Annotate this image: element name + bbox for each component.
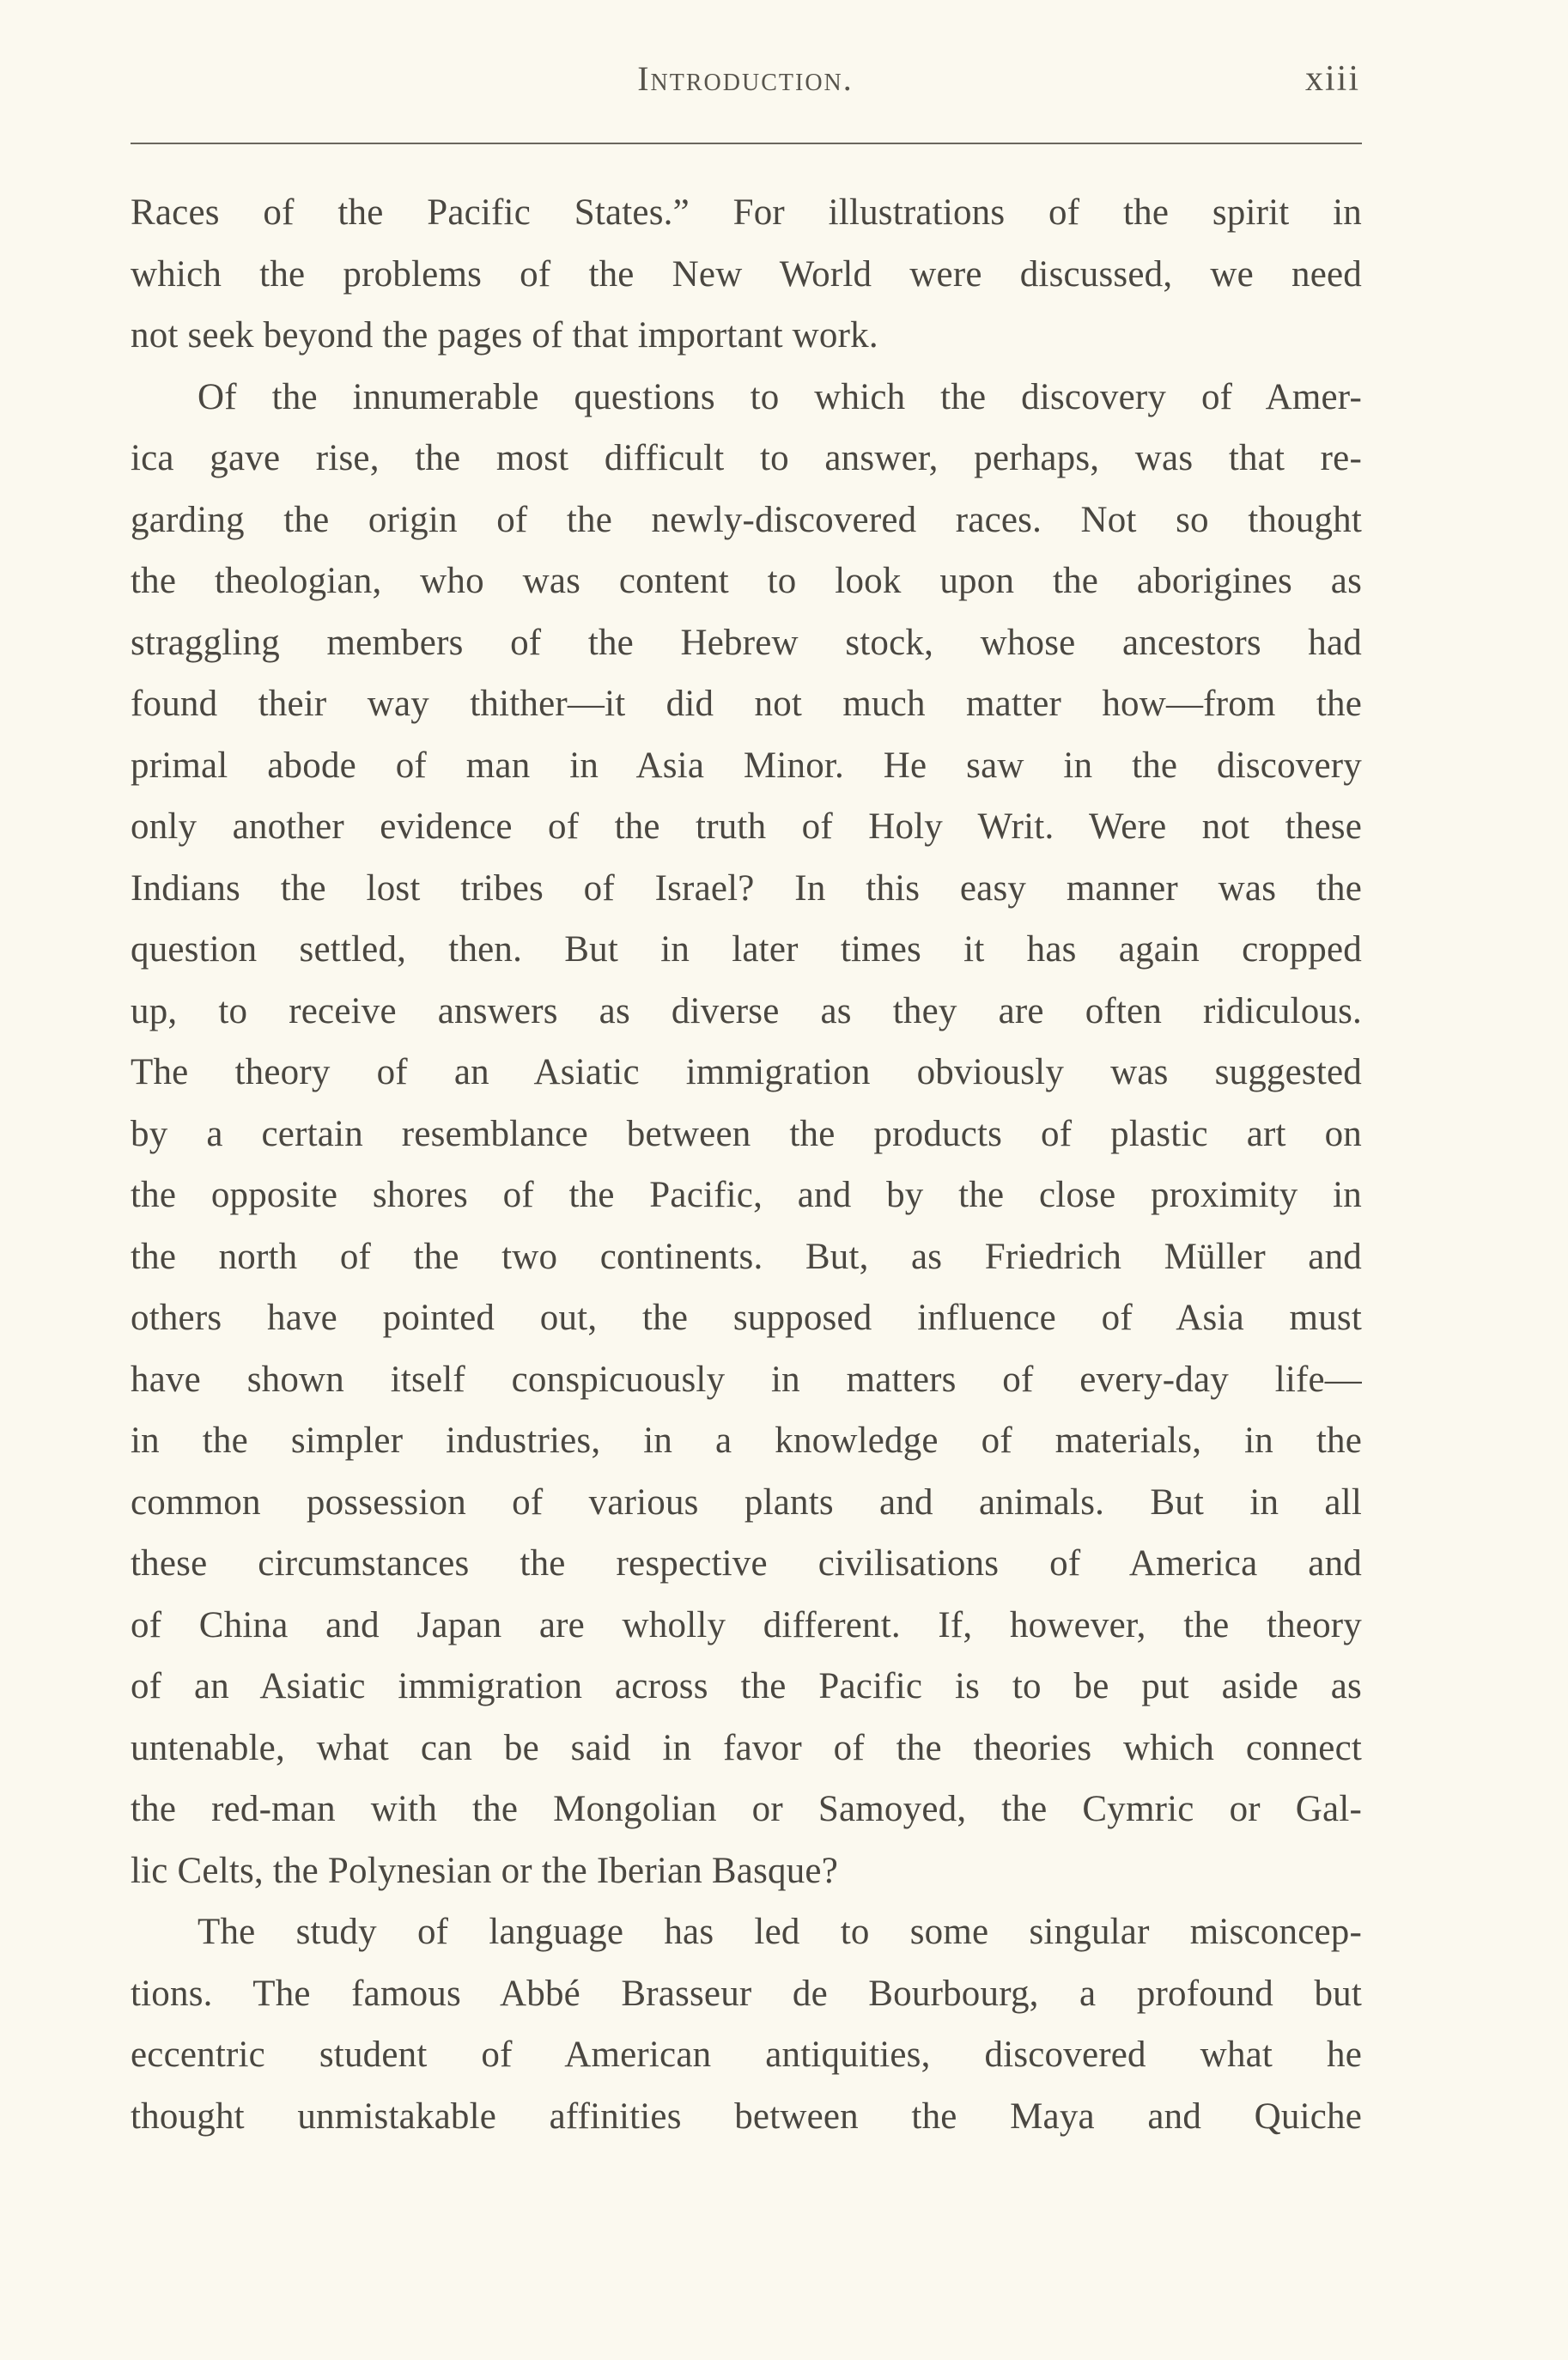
text-line: eccentric student of American antiquities, discovered what he <box>131 2035 1362 2075</box>
text-line: tions. The famous Abbé Brasseur de Bourbourg, a profound but <box>131 1973 1362 2014</box>
text-line: found their way thither—it did not much matter how—from the <box>131 684 1362 724</box>
text-line: others have pointed out, the supposed influence of Asia must <box>131 1298 1362 1338</box>
body-text <box>131 182 1362 2147</box>
text-line: Indians the lost tribes of Israel? In this easy manner was the <box>131 867 1362 909</box>
text-line: primal abode of man in Asia Minor. He saw in the discovery <box>131 745 1362 786</box>
text-line: the opposite shores of the Pacific, and by the close proximity in <box>131 1175 1362 1215</box>
text-line: not seek beyond the pages of that important work. <box>131 315 878 356</box>
text-line: have shown itself conspicuously in matters of every-day life— <box>131 1359 1362 1400</box>
text-line: up, to receive answers as diverse as they are often ridiculous. <box>131 990 1362 1031</box>
text-line: untenable, what can be said in favor of the theories which connect <box>131 1727 1362 1768</box>
text-line: of China and Japan are wholly different. If, however, the theory <box>131 1604 1362 1645</box>
text-line: the red-man with the Mongolian or Samoyed, the Cymric or Gal- <box>131 1789 1362 1829</box>
text-line: thought unmistakable affinities between the Maya and Quiche <box>131 2095 1362 2137</box>
text-line: garding the origin of the newly-discovered races. Not so thought <box>131 499 1362 540</box>
page-header <box>131 52 1360 113</box>
running-head: Introduction. <box>637 59 854 98</box>
text-line: The theory of an Asiatic immigration obviously was suggested <box>131 1052 1362 1092</box>
text-line: the theologian, who was content to look upon the aborigines as <box>131 561 1362 601</box>
page-number: xiii <box>1304 59 1360 99</box>
text-line: by a certain resemblance between the products of plastic art on <box>131 1113 1362 1154</box>
text-line: question settled, then. But in later times it has again cropped <box>131 929 1362 970</box>
text-line: the north of the two continents. But, as Friedrich Müller and <box>131 1236 1362 1277</box>
text-line: which the problems of the New World were discussed, we need <box>131 253 1362 295</box>
header-rule <box>131 143 1362 144</box>
text-line: ica gave rise, the most difficult to answer, perhaps, was that re- <box>131 438 1362 478</box>
text-line: only another evidence of the truth of Holy Writ. Were not these <box>131 806 1362 847</box>
text-line: lic Celts, the Polynesian or the Iberian Basque? <box>131 1850 838 1891</box>
text-line: of an Asiatic immigration across the Pacific is to be put aside as <box>131 1666 1362 1706</box>
text-line: common possession of various plants and animals. But in all <box>131 1481 1362 1523</box>
text-line: The study of language has led to some singular misconcep- <box>198 1912 1362 1952</box>
text-line: Races of the Pacific States.” For illustrations of the spirit in <box>131 192 1362 233</box>
text-line: these circumstances the respective civilisations of America and <box>131 1543 1362 1584</box>
text-line: straggling members of the Hebrew stock, whose ancestors had <box>131 622 1362 663</box>
text-line: Of the innumerable questions to which the discovery of Amer- <box>198 376 1362 417</box>
text-line: in the simpler industries, in a knowledge of materials, in the <box>131 1420 1362 1461</box>
